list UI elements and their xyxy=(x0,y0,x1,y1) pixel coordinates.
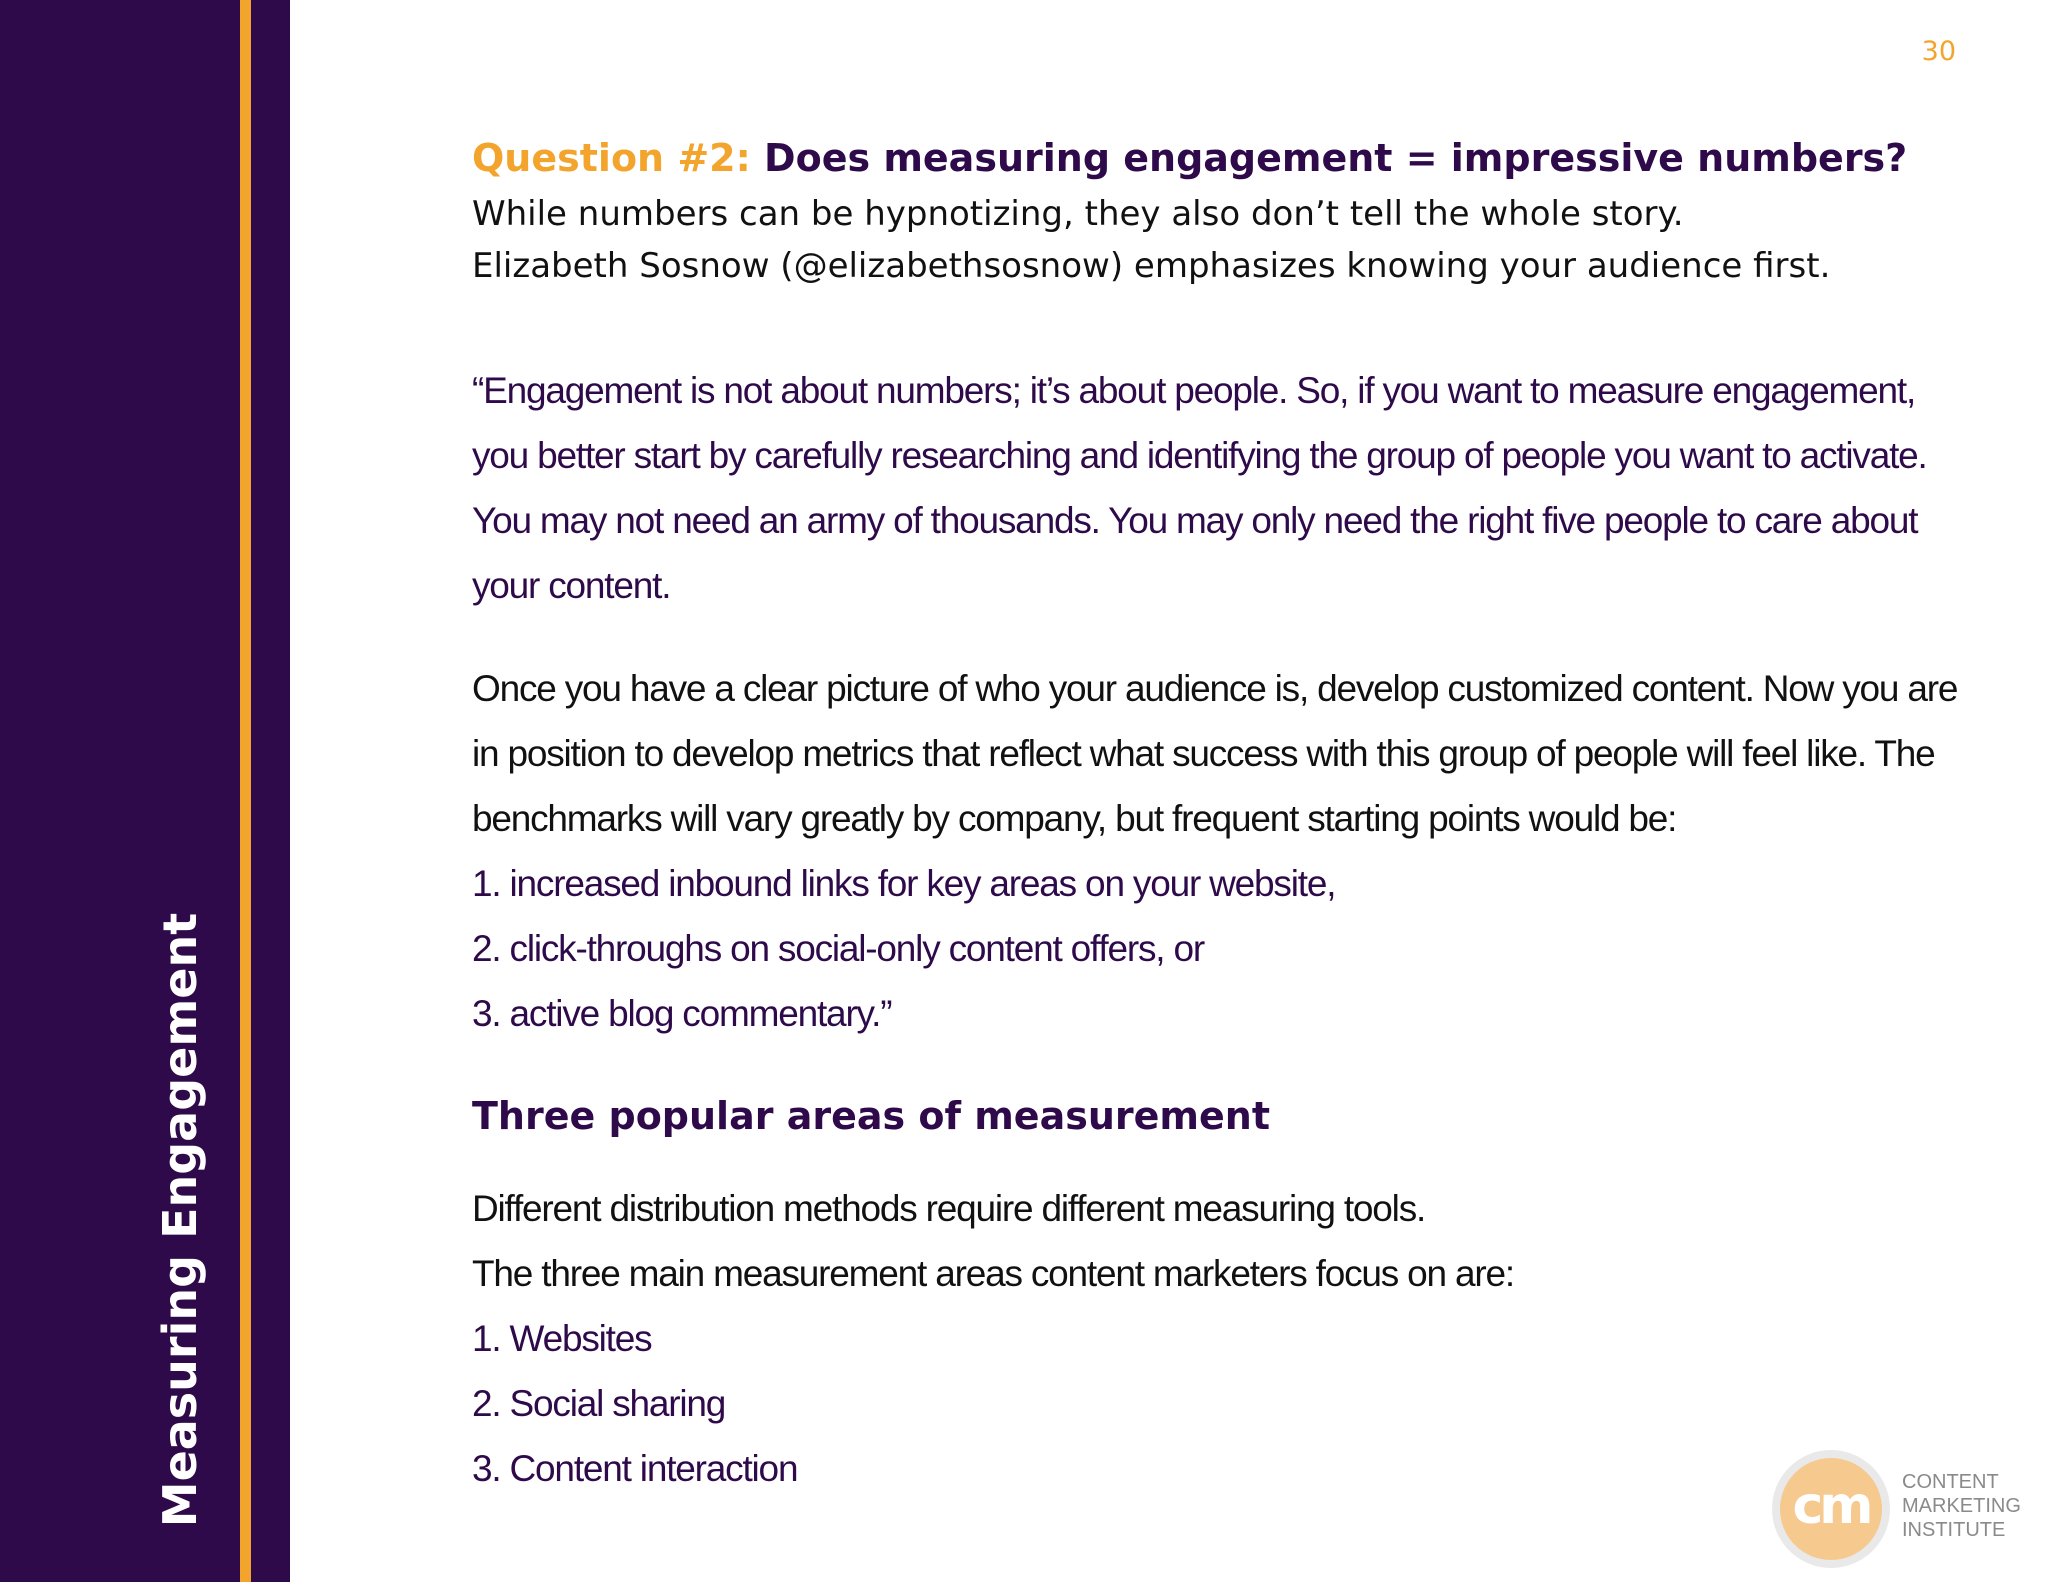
benchmark-list-item: 3. active blog commentary.” xyxy=(472,993,892,1034)
question-heading xyxy=(472,128,1908,188)
sidebar-title: Measuring Engagement xyxy=(153,912,207,1528)
body-line: Once you have a clear picture of who your audience is, develop customized content. Now you are xyxy=(472,668,1958,709)
logo-circle-icon xyxy=(1772,1450,1890,1568)
measurement-area-item: 1. Websites xyxy=(472,1317,652,1359)
measurement-area-item: 2. Social sharing xyxy=(472,1382,726,1424)
quote-line: You may not need an army of thousands. You may only need the right five people to care about xyxy=(472,500,1918,541)
benchmark-list-item: 1. increased inbound links for key areas on your website, xyxy=(472,863,1336,904)
intro-line: While numbers can be hypnotizing, they also don’t tell the whole story. xyxy=(472,194,1684,234)
logo-text-line: CONTENT xyxy=(1902,1471,1999,1493)
logo-mark: cm xyxy=(1792,1476,1870,1536)
benchmark-list-item: 2. click-throughs on social-only content offers, or xyxy=(472,928,1204,969)
logo-text-line: MARKETING xyxy=(1902,1495,2021,1517)
page-number: 30 xyxy=(1921,36,1956,67)
quote-block xyxy=(472,358,1927,618)
section-line: The three main measurement areas content marketers focus on are: xyxy=(472,1252,1514,1294)
body-paragraph xyxy=(472,656,1958,1046)
sidebar xyxy=(0,0,290,1582)
quote-line: your content. xyxy=(472,565,671,606)
sidebar-accent-stripe xyxy=(240,0,251,1582)
question-text: Does measuring engagement = impressive numbers? xyxy=(764,136,1908,180)
measurement-area-item: 3. Content interaction xyxy=(472,1447,798,1489)
cmi-logo xyxy=(1772,1450,2032,1570)
intro-line: Elizabeth Sosnow (@elizabethsosnow) emphasizes knowing your audience first. xyxy=(472,246,1831,286)
body-line: benchmarks will vary greatly by company, but frequent starting points would be: xyxy=(472,798,1677,839)
main-content xyxy=(472,128,1958,1501)
section-heading: Three popular areas of measurement xyxy=(472,1094,1270,1138)
section-body xyxy=(472,1176,1892,1501)
intro-paragraph xyxy=(472,188,1892,292)
logo-text xyxy=(1902,1470,2021,1542)
quote-line: you better start by carefully researching and identifying the group of people you want to activate. xyxy=(472,435,1927,476)
section-line: Different distribution methods require different measuring tools. xyxy=(472,1187,1426,1229)
logo-text-line: INSTITUTE xyxy=(1902,1519,2006,1541)
body-line: in position to develop metrics that reflect what success with this group of people will feel like. The xyxy=(472,733,1935,774)
question-label: Question #2: xyxy=(472,136,751,180)
quote-line: “Engagement is not about numbers; it’s about people. So, if you want to measure engagement, xyxy=(472,370,1916,411)
